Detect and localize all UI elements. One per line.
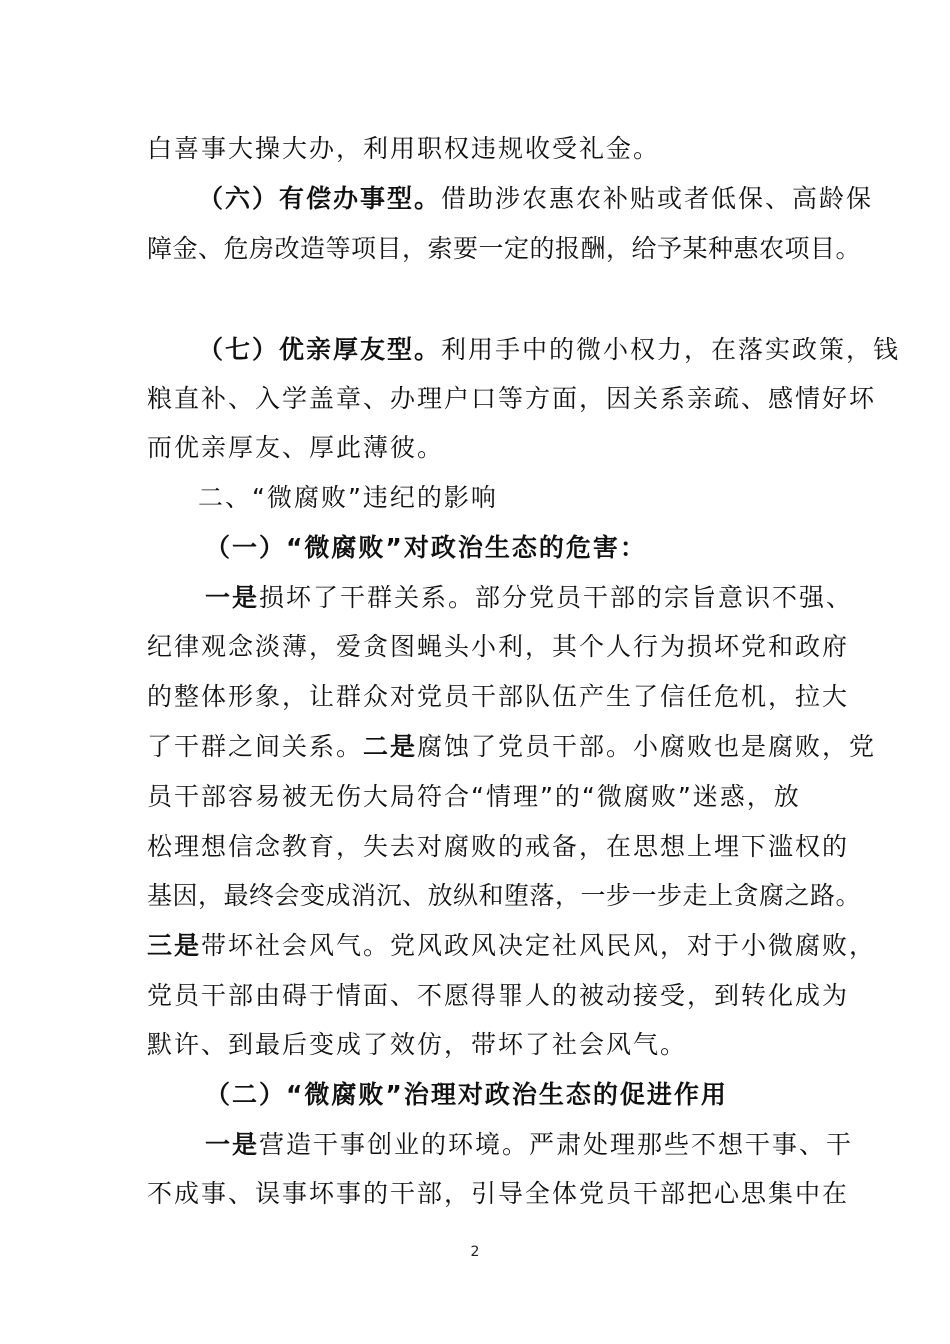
section-heading-line: （六）有偿办事型。借助涉农惠农补贴或者低保、高龄保 bbox=[198, 184, 874, 213]
body-text-line: 基因，最终会变成消沉、放纵和堕落，一步一步走上贪腐之路。 bbox=[147, 881, 862, 910]
body-text-line: 三是带坏社会风气。党风政风决定社风民风，对于小微腐败， bbox=[147, 931, 877, 960]
body-text-line: 纪律观念淡薄，爱贪图蝇头小利，其个人行为损坏党和政府 bbox=[147, 632, 850, 661]
body-text-line: 一是营造干事创业的环境。严肃处理那些不想干事、干 bbox=[205, 1130, 854, 1159]
page-number: 2 bbox=[470, 1244, 480, 1260]
body-text-line: 障金、危房改造等项目，索要一定的报酬，给予某种惠农项目。 bbox=[147, 234, 862, 263]
section-heading-line: （七）优亲厚友型。利用手中的微小权力，在落实政策，钱 bbox=[198, 335, 901, 364]
body-text-line: 不成事、误事坏事的干部，引导全体党员干部把心思集中在 bbox=[147, 1179, 850, 1208]
body-text-line: 默许、到最后变成了效仿，带坏了社会风气。 bbox=[147, 1030, 688, 1059]
body-text-line: 了干群之间关系。二是腐蚀了党员干部。小腐败也是腐败，党 bbox=[147, 732, 877, 761]
subsection-heading: （六）有偿办事型。 bbox=[198, 184, 442, 213]
body-text-line: 一是损坏了干群关系。部分党员干部的宗旨意识不强、 bbox=[205, 583, 854, 612]
body-text-line: 的整体形象，让群众对党员干部队伍产生了信任危机，拉大 bbox=[147, 682, 850, 711]
subsection-heading: （七）优亲厚友型。 bbox=[198, 335, 442, 364]
body-text-line: 员干部容易被无伤大局符合“情理”的“微腐败”迷惑，放 bbox=[147, 782, 801, 811]
body-text-line: 松理想信念教育，失去对腐败的戒备，在思想上埋下滥权的 bbox=[147, 832, 850, 861]
body-text-line: 粮直补、入学盖章、办理户口等方面，因关系亲疏、感情好坏 bbox=[147, 384, 877, 413]
body-text-line: 白喜事大操大办，利用职权违规收受礼金。 bbox=[147, 134, 661, 163]
section-heading: 二、“微腐败”违纪的影响 bbox=[198, 483, 498, 512]
subsection-heading: （二）“微腐败”治理对政治生态的促进作用 bbox=[205, 1080, 728, 1109]
body-text-line: 党员干部由碍于情面、不愿得罪人的被动接受，到转化成为 bbox=[147, 981, 850, 1010]
subsection-heading: （一）“微腐败”对政治生态的危害： bbox=[205, 533, 647, 562]
body-text-line: 而优亲厚友、厚此薄彼。 bbox=[147, 433, 445, 462]
